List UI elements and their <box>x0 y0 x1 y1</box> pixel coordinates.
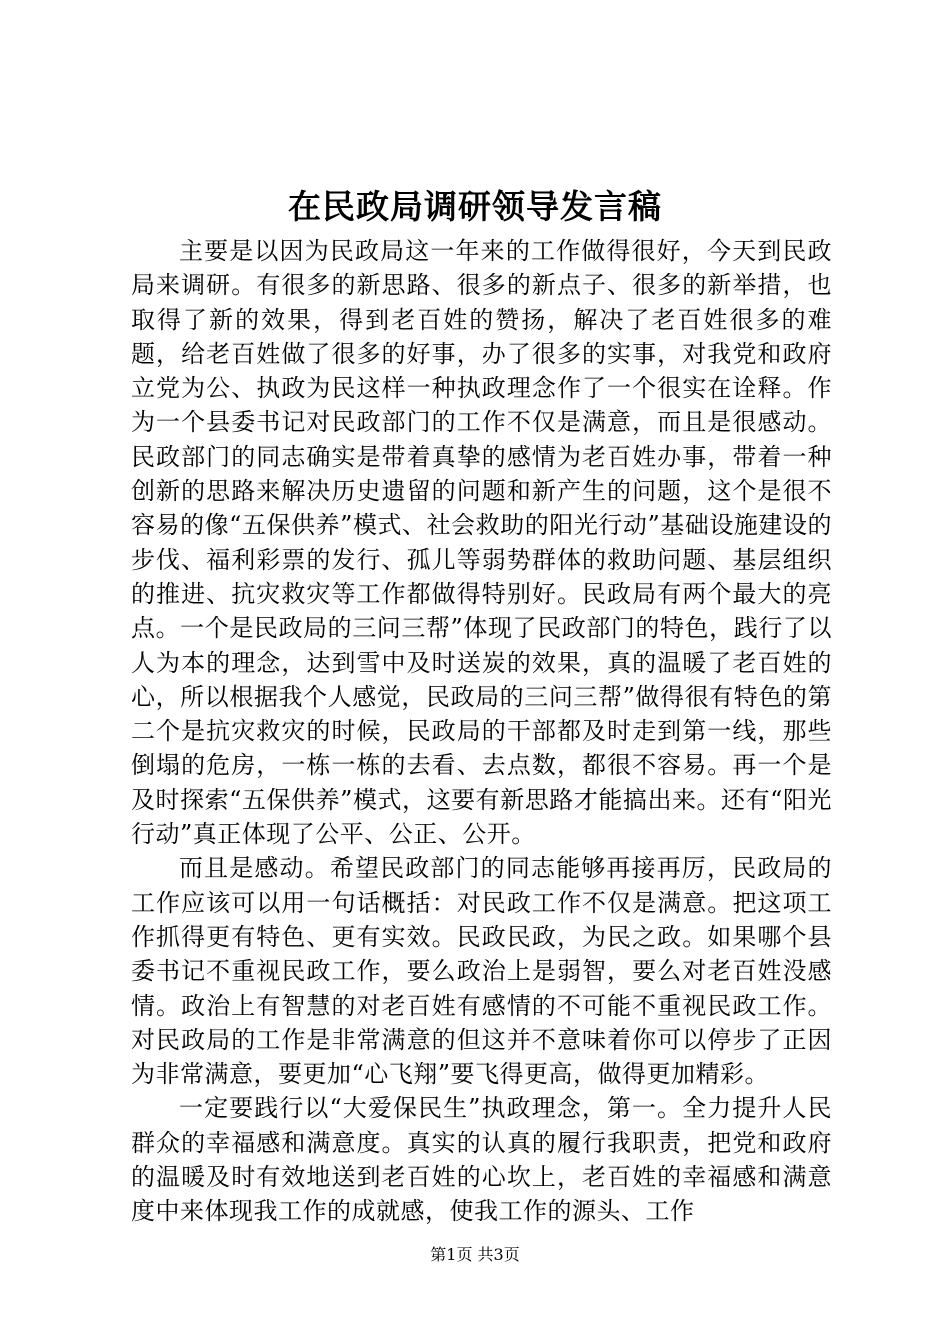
document-title: 在民政局调研领导发言稿 <box>288 187 662 226</box>
document-body <box>131 234 832 1229</box>
body-paragraph: 一定要践行以“大爱保民生”执政理念，第一。全力提升人民群众的幸福感和满意度。真实的认真的履行我职责，把党和政府的温暖及时有效地送到老百姓的心坎上，老百姓的幸福感和满意度中来体现我工作的成就感，使我工作的源头、工作 <box>131 1094 832 1226</box>
body-paragraph: 而且是感动。希望民政部门的同志能够再接再厉，民政局的工作应该可以用一句话概括：对民政工作不仅是满意。把这项工作抓得更有特色、更有实效。民政民政，为民之政。如果哪个县委书记不重视民政工作，要么政治上是弱智，要么对老百姓没感情。政治上有智慧的对老百姓有感情的不可能不重视民政工作。对民政局的工作是非常满意的但这并不意味着你可以停步了正因为非常满意，要更加“心飞翔”要飞得更高，做得更加精彩。 <box>131 854 832 1089</box>
page-number-footer: 第1页 共3页 <box>430 1245 520 1264</box>
body-paragraph: 主要是以因为民政局这一年来的工作做得很好，今天到民政局来调研。有很多的新思路、很多的新点子、很多的新举措，也取得了新的效果，得到老百姓的赞扬，解决了老百姓很多的难题，给老百姓做了很多的好事，办了很多的实事，对我党和政府立党为公、执政为民这样一种执政理念作了一个很实在诠释。作为一个县委书记对民政部门的工作不仅是满意，而且是很感动。民政部门的同志确实是带着真挚的感情为老百姓办事，带着一种创新的思路来解决历史遗留的问题和新产生的问题，这个是很不容易的像“五保供养”模式、社会救助的阳光行动”基础设施建设的步伐、福利彩票的发行、孤儿等弱势群体的救助问题、基层组织的推进、抗灾救灾等工作都做得特别好。民政局有两个最大的亮点。一个是民政局的三问三帮”体现了民政部门的特色，践行了以人为本的理念，达到雪中及时送炭的效果，真的温暖了老百姓的心，所以根据我个人感觉，民政局的三问三帮”做得很有特色的第二个是抗灾救灾的时候，民政局的干部都及时走到第一线，那些倒塌的危房，一栋一栋的去看、去点数，都很不容易。再一个是及时探索“五保供养”模式，这要有新思路才能搞出来。还有“阳光行动”真正体现了公平、公正、公开。 <box>131 237 832 849</box>
